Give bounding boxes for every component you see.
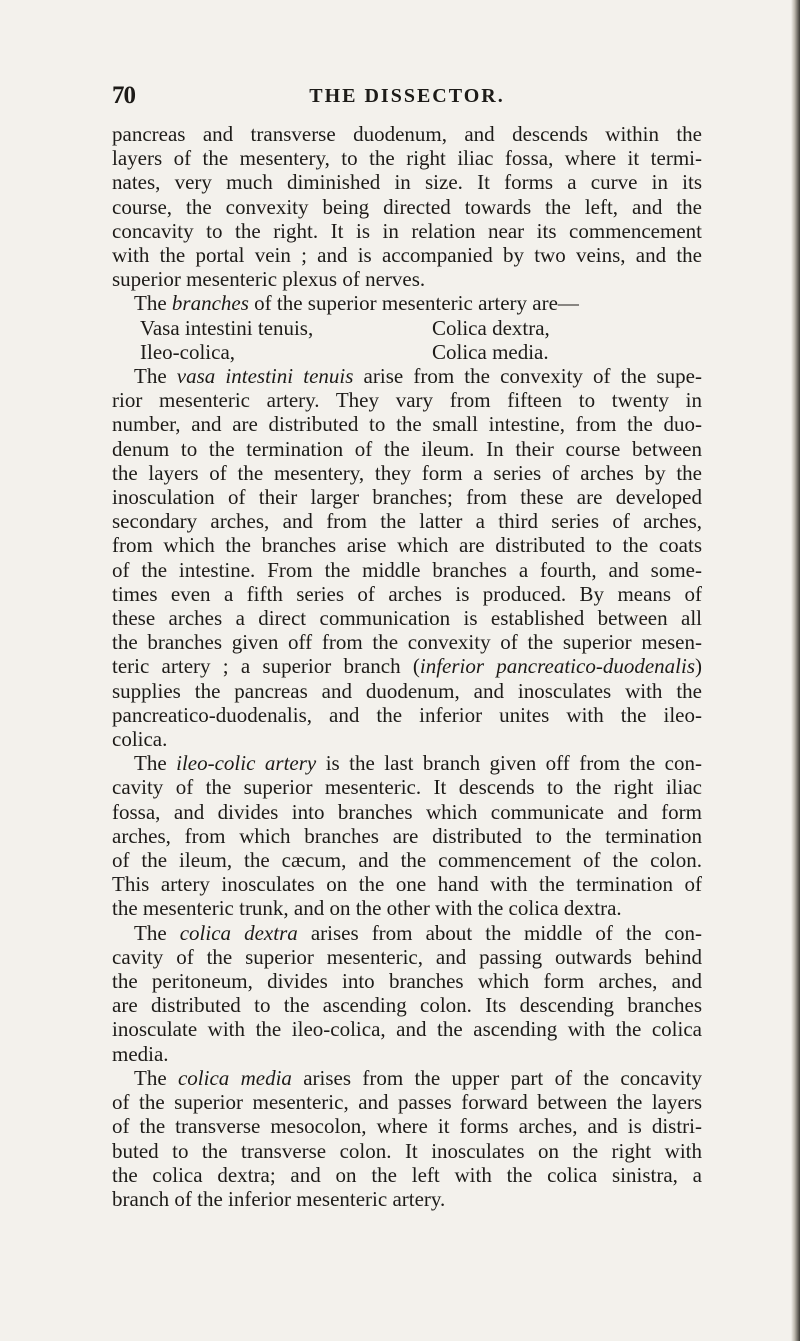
text-line: branch of the inferior mesenteric artery.	[112, 1186, 446, 1211]
page-number: 70	[112, 82, 135, 109]
italic-term: branches	[171, 291, 249, 316]
text-line: cavity of the superior mesenteric, and passing outwards behind	[112, 944, 702, 969]
paragraph-media-first-line: The colica media arises from the upper part of the concavity	[134, 1065, 702, 1090]
text-line: these arches a direct communication is established between all	[112, 606, 702, 631]
text-line: of the ileum, the cæcum, and the commencement of the colon.	[112, 848, 702, 873]
text-line: layers of the mesentery, to the right iliac fossa, where it termi-	[112, 146, 702, 171]
text-line: course, the convexity being directed towards the left, and the	[112, 194, 702, 219]
text-line: nates, very much diminished in size. It forms a curve in its	[112, 170, 702, 195]
italic-term: ileo-colic artery	[176, 751, 317, 776]
text-line: superior mesenteric plexus of nerves.	[112, 267, 426, 292]
text-line: the layers of the mesentery, they form a series of arches by the	[112, 460, 702, 485]
text-line: fossa, and divides into branches which communicate and form	[112, 799, 702, 824]
italic-term: vasa intestini tenuis	[176, 364, 354, 388]
running-head: THE DISSECTOR.	[309, 85, 505, 107]
italic-term: inferior pancreatico-duodenalis	[419, 654, 695, 679]
text-line: of the transverse mesocolon, where it forms arches, and is distri-	[112, 1114, 702, 1139]
body-text	[112, 122, 702, 1211]
text-line-with-italic: teric artery ; a superior branch (inferior pancreatico-duodenalis)	[112, 654, 702, 679]
text-line: media.	[112, 1041, 169, 1066]
paragraph-vasa-first-line: The vasa intestini tenuis arise from the convexity of the supe-	[134, 364, 702, 388]
branch-list-row	[112, 340, 702, 364]
text-line: of the superior mesenteric, and passes forward between the layers	[112, 1090, 702, 1115]
text-line: inosculate with the ileo-colica, and the ascending with the colica	[112, 1017, 702, 1042]
page-header	[112, 82, 702, 112]
branches-intro: The branches of the superior mesenteric artery are—	[134, 291, 579, 316]
text-line: the mesenteric trunk, and on the other with the colica dextra.	[112, 896, 622, 921]
text-line: secondary arches, and from the latter a third series of arches,	[112, 509, 702, 534]
text-line: supplies the pancreas and duodenum, and inosculates with the	[112, 678, 702, 703]
text-line: the branches given off from the convexity of the superior mesen-	[112, 630, 702, 655]
text-line: This artery inosculates on the one hand with the termination of	[112, 872, 702, 897]
branch-item: Vasa intestini tenuis,	[140, 315, 314, 340]
italic-term: colica dextra	[179, 920, 298, 945]
text-line: the peritoneum, divides into branches which form arches, and	[112, 969, 702, 994]
text-line: pancreatico-duodenalis, and the inferior unites with the ileo-	[112, 702, 702, 727]
text-line: denum to the termination of the ileum. In their course between	[112, 436, 702, 461]
text-line: colica.	[112, 727, 168, 752]
paragraph-dextra-first-line: The colica dextra arises from about the middle of the con-	[134, 920, 702, 945]
page-edge-shadow	[791, 0, 800, 1341]
text-line: inosculation of their larger branches; from these are developed	[112, 485, 702, 510]
text-line: the colica dextra; and on the left with the colica sinistra, a	[112, 1162, 702, 1187]
branch-item: Colica dextra,	[432, 315, 550, 340]
text-line: pancreas and transverse duodenum, and descends within the	[112, 122, 702, 146]
text-line: number, and are distributed to the small intestine, from the duo-	[112, 412, 702, 437]
paragraph-ileo-first-line: The ileo-colic artery is the last branch given off from the con-	[134, 751, 702, 776]
text-line: buted to the transverse colon. It inosculates on the right with	[112, 1138, 702, 1163]
text-line: cavity of the superior mesenteric. It descends to the right iliac	[112, 775, 702, 800]
italic-term: colica media	[177, 1065, 292, 1090]
text-line: from which the branches arise which are distributed to the coats	[112, 533, 702, 558]
text-line: times even a fifth series of arches is produced. By means of	[112, 581, 702, 606]
text-line: with the portal vein ; and is accompanied by two veins, and the	[112, 243, 702, 268]
branch-list-row	[112, 316, 702, 340]
text-line: concavity to the right. It is in relation near its commencement	[112, 218, 702, 243]
text-line: arches, from which branches are distributed to the termination	[112, 823, 702, 848]
text-line: are distributed to the ascending colon. Its descending branches	[112, 993, 702, 1018]
branch-item: Colica media.	[432, 339, 549, 364]
text-line: rior mesenteric artery. They vary from fifteen to twenty in	[112, 388, 702, 413]
branch-item: Ileo-colica,	[140, 339, 236, 364]
text-line: of the intestine. From the middle branches a fourth, and some-	[112, 557, 702, 582]
